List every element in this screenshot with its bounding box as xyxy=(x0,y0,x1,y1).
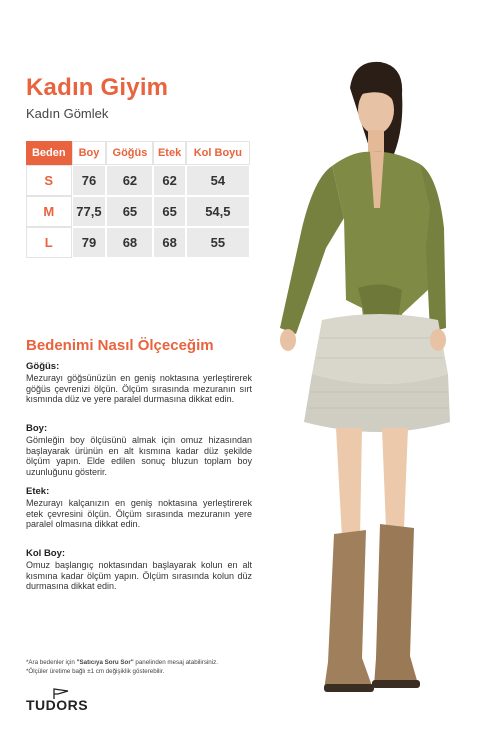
brand-logo xyxy=(26,688,106,718)
table-row xyxy=(26,196,250,227)
table-cell: 54 xyxy=(186,165,250,196)
measure-item-text: Omuz başlangıç noktasından başlayarak kolun en alt kısmına kadar ölçüm yapın. Ölçüm sırasında kolun düz durmasına dikkat edin. xyxy=(26,560,252,591)
table-cell: 65 xyxy=(106,196,153,227)
table-header-cell: Göğüs xyxy=(106,141,153,165)
measure-item-sleeve xyxy=(26,548,252,592)
table-cell: 76 xyxy=(72,165,107,196)
model-photo xyxy=(262,58,462,708)
measure-item-title: Etek: xyxy=(26,486,50,497)
size-cell: M xyxy=(26,196,72,227)
measure-item-chest xyxy=(26,361,252,405)
size-cell: L xyxy=(26,227,72,258)
measure-item-title: Kol Boy: xyxy=(26,548,66,559)
page-subtitle: Kadın Gömlek xyxy=(26,106,109,121)
table-header-cell: Kol Boyu xyxy=(186,141,250,165)
footnote-text: *Ara bedenler için xyxy=(26,659,77,666)
table-cell: 62 xyxy=(153,165,185,196)
measure-item-skirt xyxy=(26,486,252,530)
footnote-text: panelinden mesaj atabilirsiniz. xyxy=(133,659,218,666)
footnote-2: *Ölçüler üretime bağlı ±1 cm değişiklik gösterebilir. xyxy=(26,668,165,675)
footnote-1 xyxy=(26,658,256,667)
table-row xyxy=(26,165,250,196)
table-header-cell: Etek xyxy=(153,141,185,165)
table-header-cell: Boy xyxy=(72,141,107,165)
footnote-emphasis: "Satıcıya Soru Sor" xyxy=(76,659,134,666)
measure-item-title: Boy: xyxy=(26,423,48,434)
table-header-cell: Beden xyxy=(26,141,72,165)
table-cell: 68 xyxy=(106,227,153,258)
measure-item-text: Mezurayı kalçanızın en geniş noktasına yerleştirerek etek çevresini ölçün. Ölçüm sırasında mezuranın yere paralel olmasına dikkat edin. xyxy=(26,498,252,529)
table-cell: 62 xyxy=(106,165,153,196)
table-cell: 77,5 xyxy=(72,196,107,227)
measure-item-title: Göğüs: xyxy=(26,361,60,372)
size-cell: S xyxy=(26,165,72,196)
table-cell: 68 xyxy=(153,227,185,258)
table-cell: 54,5 xyxy=(186,196,250,227)
size-table xyxy=(26,141,250,258)
measure-item-length xyxy=(26,423,252,477)
table-cell: 65 xyxy=(153,196,185,227)
measure-item-text: Mezurayı göğsünüzün en geniş noktasına yerleştirerek göğüs çevrenizi ölçün. Ölçüm sırasında mezuranın sırt kısmında düz ve yere paralel durmasına dikkat edin. xyxy=(26,373,252,404)
measure-section-title: Bedenimi Nasıl Ölçeceğim xyxy=(26,337,214,354)
brand-name: TUDORS xyxy=(26,697,89,713)
table-row xyxy=(26,227,250,258)
table-header-row xyxy=(26,141,250,165)
measure-item-text: Gömleğin boy ölçüsünü almak için omuz hizasından başlayarak ürünün en alt kısmına kadar düz şekilde ölçüm yapın. Elde edilen sonuç bluzun toplam boy uzunluğunu gösterir. xyxy=(26,435,252,477)
page-title: Kadın Giyim xyxy=(26,74,169,101)
table-cell: 55 xyxy=(186,227,250,258)
footnotes xyxy=(26,658,256,676)
table-cell: 79 xyxy=(72,227,107,258)
